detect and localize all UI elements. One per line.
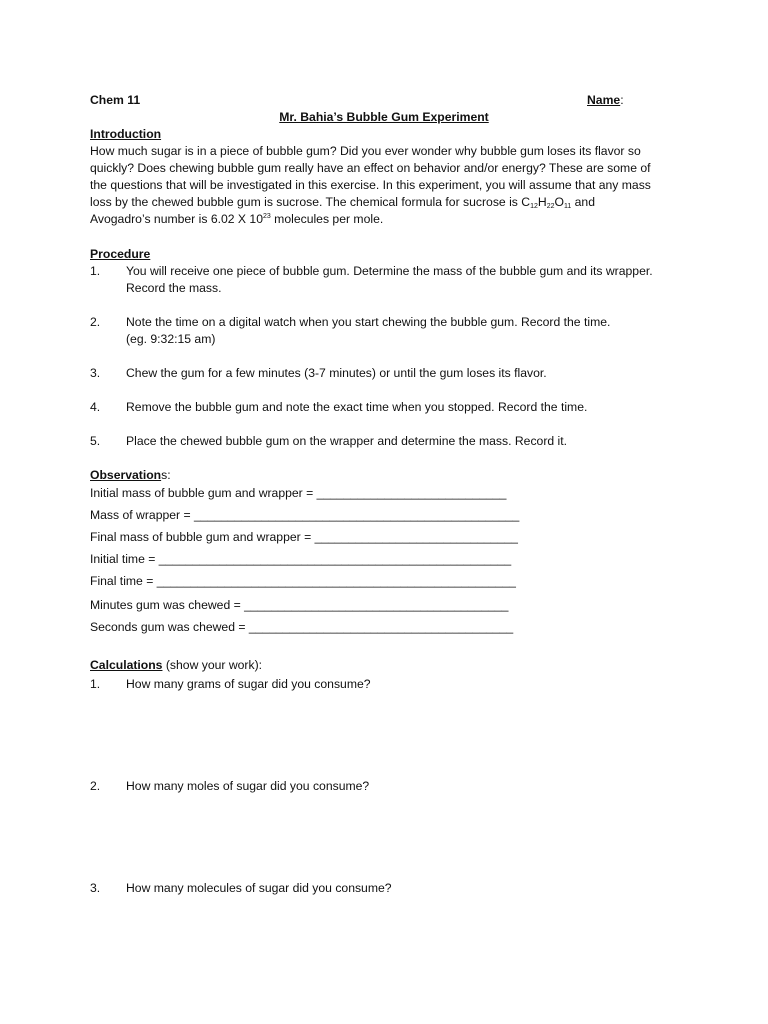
line5-tail: molecules per mole. bbox=[270, 212, 384, 226]
calculations-heading-tail: (show your work): bbox=[162, 658, 263, 672]
observation-field-seconds[interactable]: Seconds gum was chewed = _______________________________________ bbox=[90, 620, 514, 634]
name-label: Name bbox=[587, 93, 621, 107]
line4-tail: and bbox=[571, 195, 595, 209]
introduction-line-3: the questions that will be investigated in this exercise. In this experiment, you will assume that any mass bbox=[90, 178, 651, 192]
observation-field-wrapper-mass[interactable]: Mass of wrapper = ________________________________________________ bbox=[90, 508, 520, 522]
introduction-heading: Introduction bbox=[90, 127, 162, 141]
step-number: 5. bbox=[90, 434, 101, 448]
introduction-line-4 bbox=[90, 194, 690, 211]
calculations-heading-text: Calculations bbox=[90, 658, 163, 672]
observations-heading bbox=[90, 467, 171, 484]
observation-field-minutes[interactable]: Minutes gum was chewed = _______________________________________ bbox=[90, 598, 509, 612]
introduction-line-5 bbox=[90, 211, 690, 228]
observations-heading-tail: s: bbox=[161, 468, 171, 482]
name-field bbox=[587, 92, 624, 109]
line4-text: loss by the chewed bubble gum is sucrose. The chemical formula for sucrose is C bbox=[90, 195, 531, 209]
introduction-line-1: How much sugar is in a piece of bubble gum? Did you ever wonder why bubble gum loses its flavor so bbox=[90, 144, 641, 158]
step-text-continued: (eg. 9:32:15 am) bbox=[126, 332, 216, 346]
step-text: You will receive one piece of bubble gum. Determine the mass of the bubble gum and its wrapper. bbox=[126, 264, 653, 278]
page-title: Mr. Bahia’s Bubble Gum Experiment bbox=[279, 110, 489, 124]
question-number: 2. bbox=[90, 779, 101, 793]
question-number: 1. bbox=[90, 677, 101, 691]
observations-heading-text: Observation bbox=[90, 468, 162, 482]
question-text: How many molecules of sugar did you consume? bbox=[126, 881, 392, 895]
step-text: Note the time on a digital watch when you start chewing the bubble gum. Record the time. bbox=[126, 315, 611, 329]
question-text: How many moles of sugar did you consume? bbox=[126, 779, 370, 793]
step-text: Chew the gum for a few minutes (3-7 minutes) or until the gum loses its flavor. bbox=[126, 366, 547, 380]
calculations-heading bbox=[90, 657, 262, 674]
course-label: Chem 11 bbox=[90, 93, 141, 107]
step-number: 1. bbox=[90, 264, 101, 278]
step-text: Remove the bubble gum and note the exact time when you stopped. Record the time. bbox=[126, 400, 588, 414]
observation-field-initial-mass[interactable]: Initial mass of bubble gum and wrapper = ____________________________ bbox=[90, 486, 507, 500]
question-number: 3. bbox=[90, 881, 101, 895]
observation-field-final-mass[interactable]: Final mass of bubble gum and wrapper = ______________________________ bbox=[90, 530, 518, 544]
observation-field-final-time[interactable]: Final time = _____________________________________________________ bbox=[90, 574, 516, 588]
avogadro-exponent: 23 bbox=[263, 213, 271, 220]
step-text-continued: Record the mass. bbox=[126, 281, 222, 295]
hydrogen-subscript: 22 bbox=[546, 203, 555, 210]
carbon-subscript: 12 bbox=[530, 203, 538, 210]
line5-text: Avogadro’s number is 6.02 X 10 bbox=[90, 212, 263, 226]
procedure-heading: Procedure bbox=[90, 247, 151, 261]
step-number: 2. bbox=[90, 315, 101, 329]
oxygen-subscript: 11 bbox=[563, 203, 572, 210]
oxygen-symbol: O bbox=[554, 195, 564, 209]
step-number: 3. bbox=[90, 366, 101, 380]
question-text: How many grams of sugar did you consume? bbox=[126, 677, 371, 691]
name-colon: : bbox=[620, 93, 624, 107]
step-text: Place the chewed bubble gum on the wrapper and determine the mass. Record it. bbox=[126, 434, 568, 448]
hydrogen-symbol: H bbox=[537, 195, 547, 209]
introduction-line-2: quickly? Does chewing bubble gum really have an effect on behavior and/or energy? These are some of bbox=[90, 161, 651, 175]
step-number: 4. bbox=[90, 400, 101, 414]
observation-field-initial-time[interactable]: Initial time = ____________________________________________________ bbox=[90, 552, 512, 566]
